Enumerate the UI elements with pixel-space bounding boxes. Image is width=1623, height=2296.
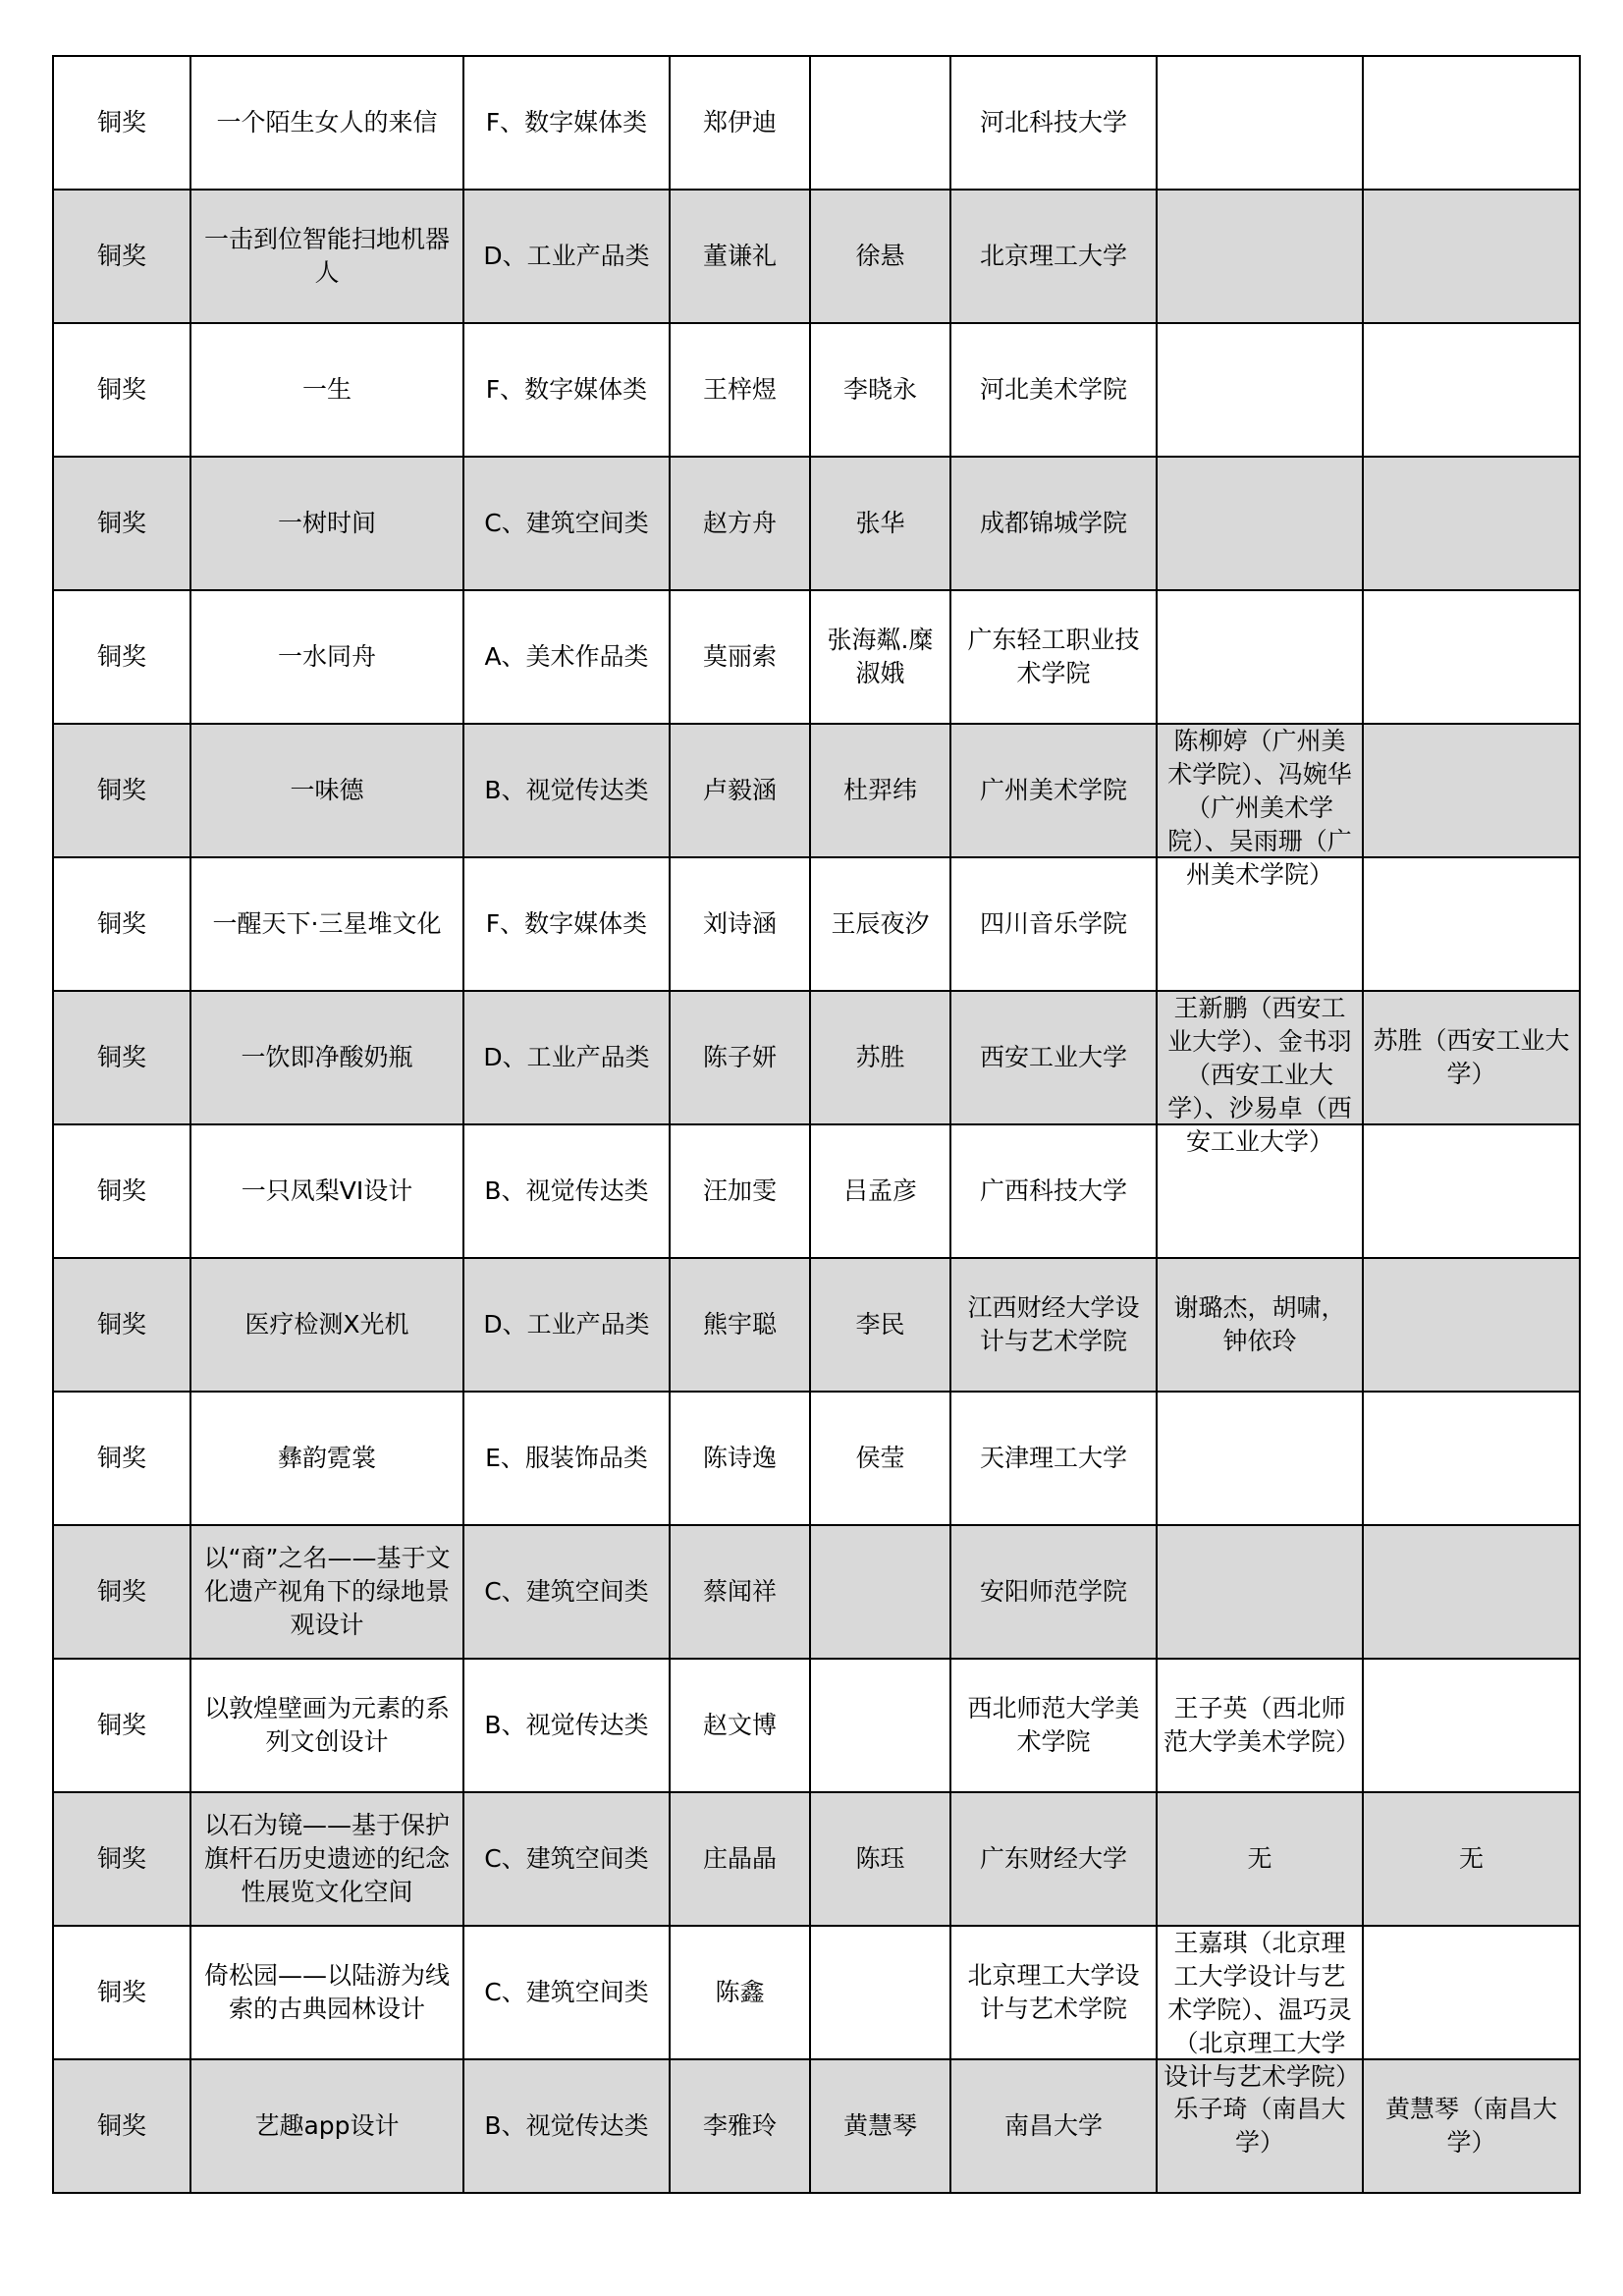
cell-advisor <box>810 190 950 323</box>
cell-title <box>190 1659 463 1792</box>
table-row <box>53 1659 1580 1792</box>
table-row <box>53 1926 1580 2059</box>
cell-advisor <box>810 1525 950 1659</box>
cell-title <box>190 457 463 590</box>
cell-category <box>463 56 670 190</box>
award-text: 铜奖 <box>96 2111 146 2140</box>
cell-award <box>53 1124 190 1258</box>
cell-category <box>463 1659 670 1792</box>
school-text: 四川音乐学院 <box>979 909 1127 938</box>
cell-category <box>463 991 670 1124</box>
award-text: 铜奖 <box>96 375 146 404</box>
author-text: 陈诗逸 <box>702 1444 777 1472</box>
table-row <box>53 457 1580 590</box>
cell-advisor <box>810 1792 950 1926</box>
award-text: 铜奖 <box>96 1043 146 1071</box>
cell-extra <box>1363 991 1580 1124</box>
cell-author <box>670 991 810 1124</box>
cell-advisor <box>810 2059 950 2193</box>
category-text: D、工业产品类 <box>483 242 650 270</box>
cell-school <box>950 457 1157 590</box>
school-text: 北京理工大学 <box>979 242 1127 270</box>
cell-members <box>1157 1926 1363 2091</box>
author-text: 赵文博 <box>702 1711 777 1739</box>
category-text: B、视觉传达类 <box>484 776 649 804</box>
cell-advisor <box>810 857 950 991</box>
cell-award <box>53 991 190 1124</box>
cell-members <box>1157 457 1363 590</box>
cell-school <box>950 323 1157 457</box>
award-text: 铜奖 <box>96 1978 146 2006</box>
title-text: 一水同舟 <box>277 642 376 671</box>
cell-school <box>950 1659 1157 1792</box>
members-text: 王嘉琪（北京理工大学设计与艺术学院）、温巧灵（北京理工大学设计与艺术学院） <box>1163 1929 1361 2091</box>
cell-members <box>1157 1659 1363 1792</box>
table-row <box>53 1124 1580 1258</box>
cell-advisor <box>810 56 950 190</box>
cell-members <box>1157 56 1363 190</box>
award-text: 铜奖 <box>96 1310 146 1339</box>
title-text: 以石为镜——基于保护旗杆石历史遗迹的纪念性展览文化空间 <box>203 1811 450 1906</box>
cell-school <box>950 1926 1157 2059</box>
cell-advisor <box>810 590 950 724</box>
category-text: F、数字媒体类 <box>485 375 648 404</box>
cell-author <box>670 1659 810 1792</box>
author-text: 赵方舟 <box>702 509 777 537</box>
author-text: 董谦礼 <box>702 242 777 270</box>
cell-members <box>1157 590 1363 724</box>
school-text: 西北师范大学美术学院 <box>967 1694 1140 1756</box>
school-text: 成都锦城学院 <box>979 509 1127 537</box>
cell-author <box>670 2059 810 2193</box>
award-text: 铜奖 <box>96 1444 146 1472</box>
cell-award <box>53 1392 190 1525</box>
author-text: 卢毅涵 <box>702 776 777 804</box>
title-text: 以敦煌壁画为元素的系列文创设计 <box>203 1694 450 1756</box>
advisor-text: 王辰夜汐 <box>831 909 930 938</box>
cell-school <box>950 1792 1157 1926</box>
cell-title <box>190 857 463 991</box>
cell-extra <box>1363 590 1580 724</box>
cell-award <box>53 190 190 323</box>
category-text: C、建筑空间类 <box>484 509 649 537</box>
cell-advisor <box>810 1392 950 1525</box>
category-text: C、建筑空间类 <box>484 1577 649 1606</box>
advisor-text: 侯莹 <box>855 1444 905 1472</box>
author-text: 陈鑫 <box>715 1978 765 2006</box>
category-text: E、服装饰品类 <box>485 1444 648 1472</box>
table-row <box>53 56 1580 190</box>
advisor-text: 苏胜 <box>855 1043 905 1071</box>
cell-members <box>1157 991 1363 1156</box>
cell-category <box>463 323 670 457</box>
cell-extra <box>1363 724 1580 857</box>
cell-author <box>670 190 810 323</box>
table-row <box>53 590 1580 724</box>
school-text: 南昌大学 <box>1003 2111 1103 2140</box>
table-row <box>53 991 1580 1124</box>
cell-award <box>53 56 190 190</box>
members-text: 陈柳婷（广州美术学院）、冯婉华（广州美术学院）、吴雨珊（广州美术学院） <box>1167 727 1352 889</box>
table-row <box>53 857 1580 991</box>
cell-advisor <box>810 1258 950 1392</box>
cell-category <box>463 190 670 323</box>
cell-members <box>1157 724 1363 889</box>
category-text: B、视觉传达类 <box>484 2111 649 2140</box>
award-text: 铜奖 <box>96 1176 146 1205</box>
cell-school <box>950 991 1157 1124</box>
cell-advisor <box>810 1926 950 2059</box>
members-text: 无 <box>1247 1844 1272 1873</box>
cell-extra <box>1363 457 1580 590</box>
award-text: 铜奖 <box>96 1844 146 1873</box>
table-body <box>53 56 1580 2193</box>
cell-title <box>190 1926 463 2059</box>
title-text: 一生 <box>301 375 352 404</box>
advisor-text: 吕孟彦 <box>842 1176 917 1205</box>
title-text: 彝韵霓裳 <box>277 1444 376 1472</box>
cell-author <box>670 724 810 857</box>
category-text: D、工业产品类 <box>483 1043 650 1071</box>
cell-category <box>463 1124 670 1258</box>
author-text: 熊宇聪 <box>702 1310 777 1339</box>
category-text: A、美术作品类 <box>484 642 649 671</box>
cell-award <box>53 857 190 991</box>
school-text: 安阳师范学院 <box>979 1577 1127 1606</box>
cell-advisor <box>810 1659 950 1792</box>
cell-author <box>670 1124 810 1258</box>
award-text: 铜奖 <box>96 1577 146 1606</box>
members-text: 谢璐杰，胡啸，钟依玲 <box>1173 1293 1346 1355</box>
cell-members <box>1157 190 1363 323</box>
cell-category <box>463 1258 670 1392</box>
table-row <box>53 1392 1580 1525</box>
title-text: 一个陌生女人的来信 <box>216 108 438 137</box>
cell-award <box>53 1525 190 1659</box>
award-text: 铜奖 <box>96 108 146 137</box>
cell-title <box>190 590 463 724</box>
advisor-text: 张海粼.糜淑娥 <box>827 626 934 687</box>
cell-extra <box>1363 323 1580 457</box>
extra-text: 苏胜（西安工业大学） <box>1373 1026 1570 1088</box>
cell-school <box>950 190 1157 323</box>
extra-text: 黄慧琴（南昌大学） <box>1384 2095 1557 2157</box>
award-text: 铜奖 <box>96 642 146 671</box>
cell-title <box>190 1525 463 1659</box>
advisor-text: 李晓永 <box>842 375 917 404</box>
cell-title <box>190 190 463 323</box>
school-text: 广州美术学院 <box>979 776 1127 804</box>
cell-category <box>463 1525 670 1659</box>
cell-award <box>53 1926 190 2059</box>
cell-advisor <box>810 1124 950 1258</box>
school-text: 广东轻工职业技术学院 <box>967 626 1140 687</box>
cell-school <box>950 2059 1157 2193</box>
cell-title <box>190 323 463 457</box>
school-text: 江西财经大学设计与艺术学院 <box>967 1293 1140 1355</box>
cell-members <box>1157 1392 1363 1525</box>
school-text: 河北科技大学 <box>979 108 1127 137</box>
cell-category <box>463 1792 670 1926</box>
title-text: 一饮即净酸奶瓶 <box>241 1043 413 1071</box>
cell-advisor <box>810 323 950 457</box>
title-text: 以“商”之名——基于文化遗产视角下的绿地景观设计 <box>203 1544 451 1639</box>
cell-school <box>950 56 1157 190</box>
cell-award <box>53 1792 190 1926</box>
table-row <box>53 1792 1580 1926</box>
cell-award <box>53 1258 190 1392</box>
cell-title <box>190 1392 463 1525</box>
cell-school <box>950 1525 1157 1659</box>
cell-title <box>190 56 463 190</box>
extra-text: 无 <box>1458 1844 1484 1873</box>
advisor-text: 李民 <box>855 1310 905 1339</box>
author-text: 陈子妍 <box>702 1043 777 1071</box>
award-text: 铜奖 <box>96 909 146 938</box>
title-text: 一树时间 <box>277 509 376 537</box>
cell-title <box>190 724 463 857</box>
cell-school <box>950 1124 1157 1258</box>
school-text: 西安工业大学 <box>979 1043 1127 1071</box>
school-text: 北京理工大学设计与艺术学院 <box>967 1961 1140 2023</box>
cell-members <box>1157 1525 1363 1659</box>
category-text: B、视觉传达类 <box>484 1176 649 1205</box>
award-text: 铜奖 <box>96 1711 146 1739</box>
cell-category <box>463 1926 670 2059</box>
author-text: 蔡闻祥 <box>702 1577 777 1606</box>
title-text: 一只凤梨VI设计 <box>241 1176 413 1205</box>
author-text: 庄晶晶 <box>702 1844 777 1873</box>
cell-title <box>190 1792 463 1926</box>
cell-author <box>670 1392 810 1525</box>
cell-award <box>53 724 190 857</box>
cell-award <box>53 457 190 590</box>
title-text: 一味德 <box>290 776 364 804</box>
title-text: 艺趣app设计 <box>254 2111 400 2140</box>
cell-advisor <box>810 724 950 857</box>
award-text: 铜奖 <box>96 776 146 804</box>
awards-table <box>52 55 1581 2194</box>
cell-extra <box>1363 1659 1580 1792</box>
school-text: 广西科技大学 <box>979 1176 1127 1205</box>
cell-author <box>670 56 810 190</box>
cell-advisor <box>810 457 950 590</box>
cell-extra <box>1363 1392 1580 1525</box>
cell-members <box>1157 323 1363 457</box>
members-text: 王子英（西北师范大学美术学院） <box>1163 1694 1361 1756</box>
cell-author <box>670 323 810 457</box>
cell-title <box>190 991 463 1124</box>
cell-extra <box>1363 857 1580 991</box>
award-text: 铜奖 <box>96 509 146 537</box>
cell-award <box>53 323 190 457</box>
cell-category <box>463 857 670 991</box>
cell-award <box>53 1659 190 1792</box>
cell-extra <box>1363 1258 1580 1392</box>
school-text: 广东财经大学 <box>979 1844 1127 1873</box>
cell-advisor <box>810 991 950 1124</box>
cell-award <box>53 2059 190 2193</box>
members-text: 王新鹏（西安工业大学）、金书羽（西安工业大学）、沙易卓（西安工业大学） <box>1167 994 1352 1156</box>
cell-category <box>463 590 670 724</box>
cell-author <box>670 1792 810 1926</box>
table-row <box>53 190 1580 323</box>
category-text: C、建筑空间类 <box>484 1844 649 1873</box>
cell-author <box>670 857 810 991</box>
school-text: 河北美术学院 <box>979 375 1127 404</box>
cell-extra <box>1363 1124 1580 1258</box>
category-text: B、视觉传达类 <box>484 1711 649 1739</box>
author-text: 郑伊迪 <box>702 108 777 137</box>
author-text: 李雅玲 <box>702 2111 777 2140</box>
cell-category <box>463 1392 670 1525</box>
table-row <box>53 323 1580 457</box>
title-text: 医疗检测X光机 <box>244 1310 409 1339</box>
advisor-text: 杜羿纬 <box>842 776 917 804</box>
table-row <box>53 1525 1580 1659</box>
cell-title <box>190 2059 463 2193</box>
cell-extra <box>1363 1792 1580 1926</box>
school-text: 天津理工大学 <box>979 1444 1127 1472</box>
cell-extra <box>1363 1525 1580 1659</box>
author-text: 汪加雯 <box>702 1176 777 1205</box>
cell-category <box>463 457 670 590</box>
cell-award <box>53 590 190 724</box>
cell-author <box>670 457 810 590</box>
category-text: D、工业产品类 <box>483 1310 650 1339</box>
cell-author <box>670 1525 810 1659</box>
author-text: 王梓煜 <box>702 375 777 404</box>
cell-category <box>463 724 670 857</box>
cell-school <box>950 857 1157 991</box>
table-row <box>53 724 1580 857</box>
cell-school <box>950 1258 1157 1392</box>
cell-author <box>670 1926 810 2059</box>
cell-extra <box>1363 56 1580 190</box>
award-text: 铜奖 <box>96 242 146 270</box>
cell-category <box>463 2059 670 2193</box>
table-row <box>53 1258 1580 1392</box>
cell-extra <box>1363 1926 1580 2059</box>
cell-author <box>670 590 810 724</box>
advisor-text: 黄慧琴 <box>842 2111 917 2140</box>
cell-author <box>670 1258 810 1392</box>
cell-school <box>950 590 1157 724</box>
author-text: 刘诗涵 <box>702 909 777 938</box>
category-text: F、数字媒体类 <box>485 108 648 137</box>
cell-title <box>190 1124 463 1258</box>
cell-extra <box>1363 190 1580 323</box>
category-text: F、数字媒体类 <box>485 909 648 938</box>
cell-members <box>1157 1792 1363 1926</box>
cell-members <box>1157 1258 1363 1392</box>
cell-extra <box>1363 2059 1580 2193</box>
advisor-text: 陈珏 <box>855 1844 905 1873</box>
category-text: C、建筑空间类 <box>484 1978 649 2006</box>
author-text: 莫丽索 <box>702 642 777 671</box>
advisor-text: 张华 <box>855 509 905 537</box>
title-text: 一醒天下·三星堆文化 <box>212 909 442 938</box>
cell-school <box>950 1392 1157 1525</box>
cell-title <box>190 1258 463 1392</box>
title-text: 一击到位智能扫地机器人 <box>203 225 450 287</box>
title-text: 倚松园——以陆游为线索的古典园林设计 <box>203 1961 450 2023</box>
cell-school <box>950 724 1157 857</box>
members-text: 乐子琦（南昌大学） <box>1173 2095 1346 2157</box>
advisor-text: 徐悬 <box>855 242 905 270</box>
